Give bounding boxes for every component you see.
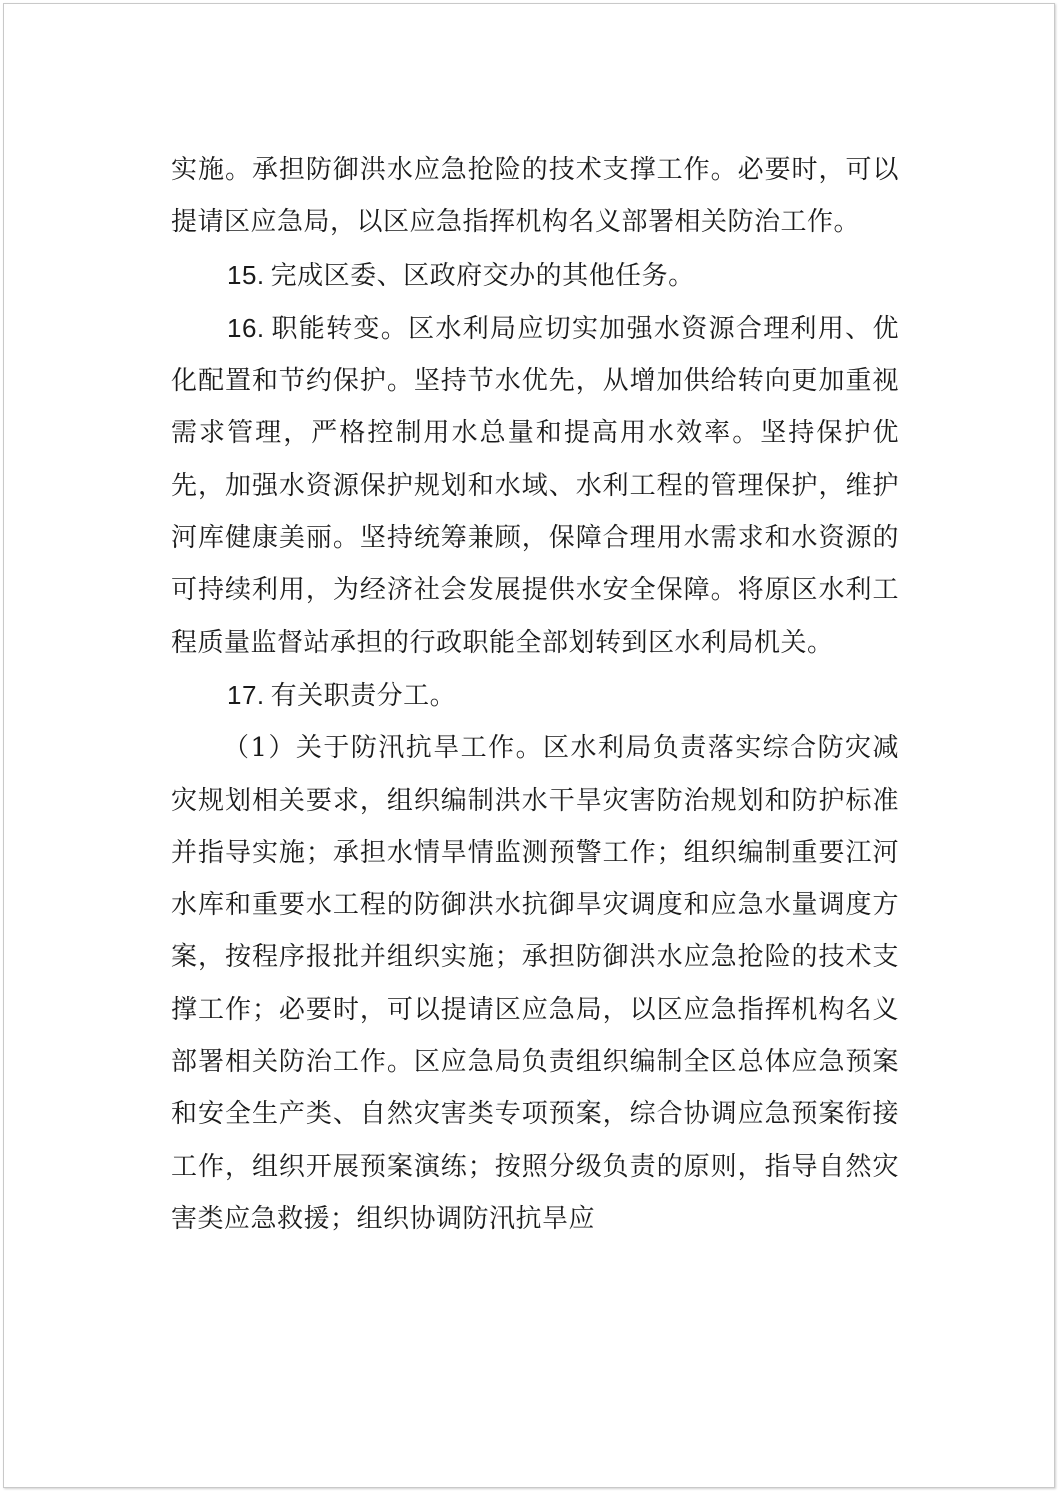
paragraph-text: 完成区委、区政府交办的其他任务。 — [270, 260, 695, 291]
paragraph-sub-item-1 — [171, 722, 899, 1245]
paragraph-number: 16. — [227, 312, 265, 343]
paragraph-number: （1） — [223, 733, 296, 764]
document-page — [3, 3, 1055, 1488]
paragraph-text: 职能转变。区水利局应切实加强水资源合理利用、优化配置和节约保护。坚持节水优先，从增加供给转向更加重视需求管理，严格控制用水总量和提高用水效率。坚持保护优先，加强水资源保护规划和水域、水利工程的管理保护，维护河库健康美丽。坚持统筹兼顾，保障合理用水需求和水资源的可持续利用，为经济社会发展提供水安全保障。将原区水利工程质量监督站承担的行政职能全部划转到区水利局机关。 — [171, 313, 899, 658]
paragraph-number: 15. — [227, 259, 265, 290]
paragraph-number: 17. — [227, 679, 265, 710]
paragraph-text: 关于防汛抗旱工作。区水利局负责落实综合防灾减灾规划相关要求，组织编制洪水干旱灾害防治规划和防护标准并指导实施；承担水情旱情监测预警工作；组织编制重要江河水库和重要水工程的防御洪水抗御旱灾调度和应急水量调度方案，按程序报批并组织实施；承担防御洪水应急抢险的技术支撑工作；必要时，可以提请区应急局，以区应急指挥机构名义部署相关防治工作。区应急局负责组织编制全区总体应急预案和安全生产类、自然灾害类专项预案，综合协调应急预案衔接工作，组织开展预案演练；按照分级负责的原则，指导自然灾害类应急救援；组织协调防汛抗旱应 — [171, 733, 899, 1234]
paragraph-text: 有关职责分工。 — [270, 680, 457, 711]
paragraph-continuation — [171, 144, 899, 249]
paragraph-item-16 — [171, 302, 899, 669]
paragraph-text: 实施。承担防御洪水应急抢险的技术支撑工作。必要时，可以提请区应急局，以区应急指挥机构名义部署相关防治工作。 — [171, 155, 899, 238]
paragraph-item-17 — [171, 669, 899, 722]
document-body — [171, 144, 899, 1245]
paragraph-item-15 — [171, 249, 899, 302]
